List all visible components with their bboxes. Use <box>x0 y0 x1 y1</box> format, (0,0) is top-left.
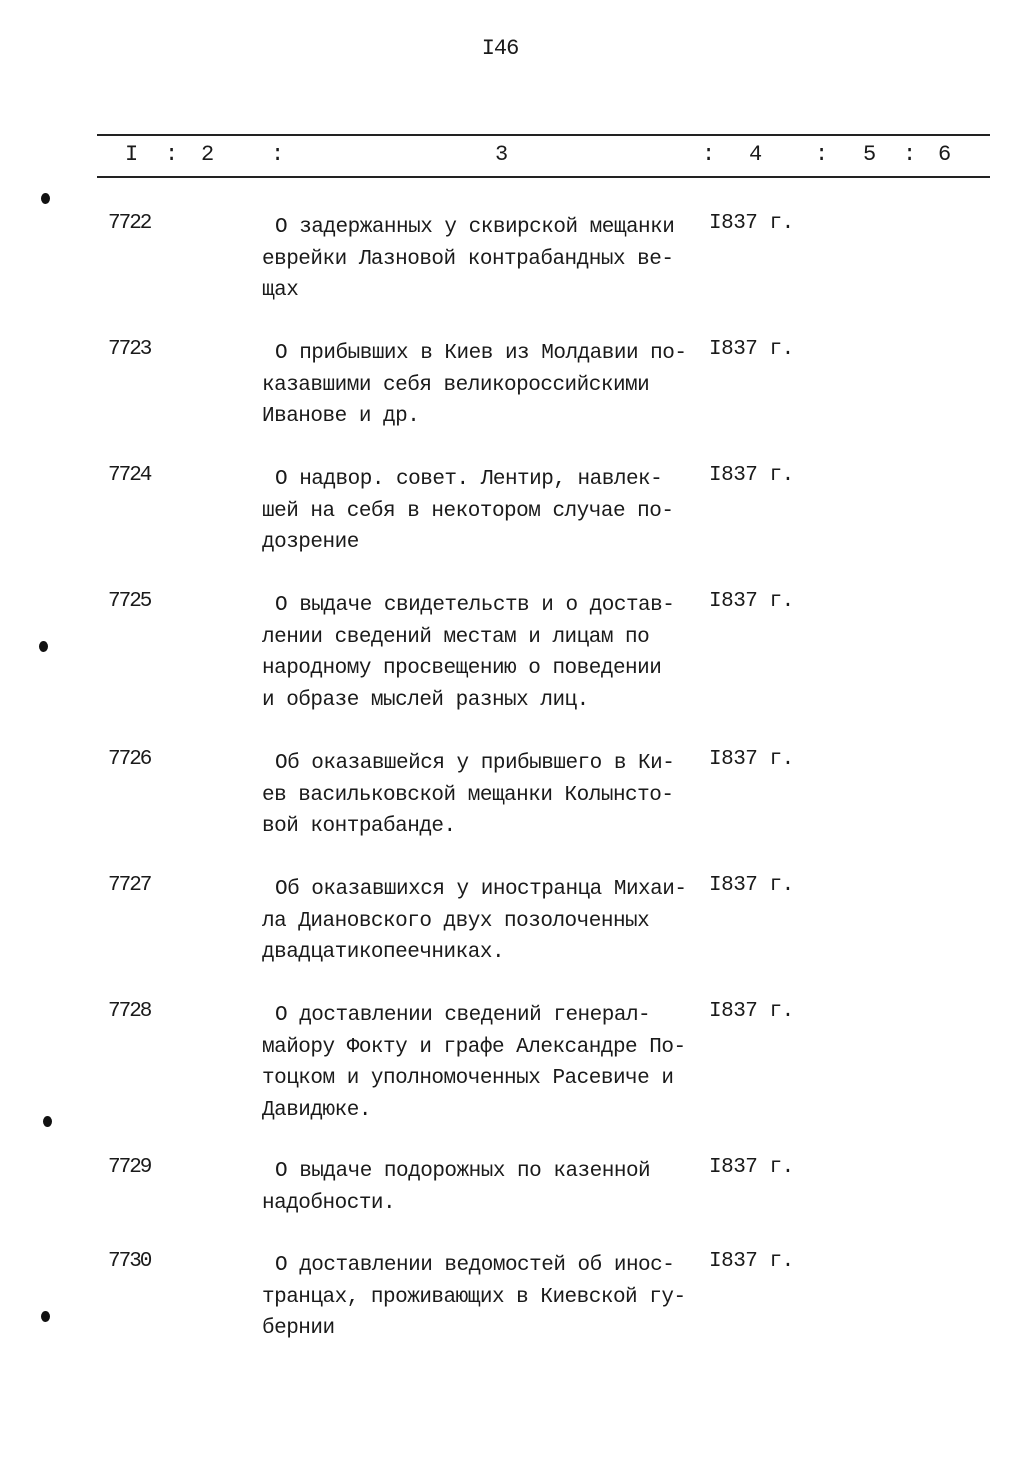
entry-year: I837 г. <box>709 464 794 487</box>
entry-number: 7726 <box>108 748 151 771</box>
entry-description: О доставлении сведений генерал- майору Фокту и графе Александре По- тоцком и уполномоченных Расевиче и Давидюке. <box>262 1004 686 1122</box>
entry-number: 7724 <box>108 464 151 487</box>
entry-year: I837 г. <box>709 748 794 771</box>
entry-description: Об оказавшихся у иностранца Михаи- ла Диановского двух позолоченных двадцатикопеечниках. <box>262 878 687 964</box>
header-bottom-rule <box>97 176 990 178</box>
page-number: I46 <box>481 36 519 61</box>
entry-year: I837 г. <box>709 1000 794 1023</box>
column-header-3: 3 <box>495 142 509 167</box>
column-separator: : <box>165 142 179 167</box>
entry-description: О прибывших в Киев из Молдавии по- казавшими себя великороссийскими Иванове и др. <box>262 342 687 428</box>
punch-hole-mark <box>43 1116 52 1127</box>
punch-hole-mark <box>39 641 48 652</box>
entry-description: О задержанных у сквирской мещанки еврейки Лазновой контрабандных ве- щах <box>262 216 675 302</box>
entry-description: О выдаче свидетельств и о достав- лении сведений местам и лицам по народному просвещению о поведении и образе мыслей разных лиц. <box>262 594 675 712</box>
column-header-2: 2 <box>201 142 215 167</box>
entry-year: I837 г. <box>709 874 794 897</box>
entry-number: 7723 <box>108 338 151 361</box>
entry-number: 7729 <box>108 1156 151 1179</box>
entry-description: Об оказавшейся у прибывшего в Ки- ев васильковской мещанки Колынсто- вой контрабанде. <box>262 752 675 838</box>
punch-hole-mark <box>41 193 50 204</box>
entry-number: 7728 <box>108 1000 151 1023</box>
column-separator: : <box>702 142 716 167</box>
column-separator: : <box>271 142 285 167</box>
entry-description: О надвор. совет. Лентир, навлек- шей на себя в некотором случае по- дозрение <box>262 468 674 554</box>
entry-number: 7725 <box>108 590 151 613</box>
entry-number: 7730 <box>108 1250 151 1273</box>
entry-description: О выдаче подорожных по казенной надобности. <box>262 1160 651 1215</box>
column-header-1: I <box>125 142 139 167</box>
punch-hole-mark <box>41 1311 50 1322</box>
entry-number: 7722 <box>108 212 151 235</box>
entry-year: I837 г. <box>709 1250 794 1273</box>
entry-description: О доставлении ведомостей об инос- транцах, проживающих в Киевской гу- бернии <box>262 1254 686 1340</box>
column-header-row <box>97 142 990 172</box>
entry-year: I837 г. <box>709 590 794 613</box>
header-top-rule <box>97 134 990 136</box>
column-header-5: 5 <box>863 142 877 167</box>
entry-number: 7727 <box>108 874 151 897</box>
column-header-4: 4 <box>749 142 763 167</box>
entry-year: I837 г. <box>709 1156 794 1179</box>
entry-year: I837 г. <box>709 338 794 361</box>
entry-year: I837 г. <box>709 212 794 235</box>
column-separator: : <box>903 142 917 167</box>
column-separator: : <box>815 142 829 167</box>
column-header-6: 6 <box>938 142 952 167</box>
